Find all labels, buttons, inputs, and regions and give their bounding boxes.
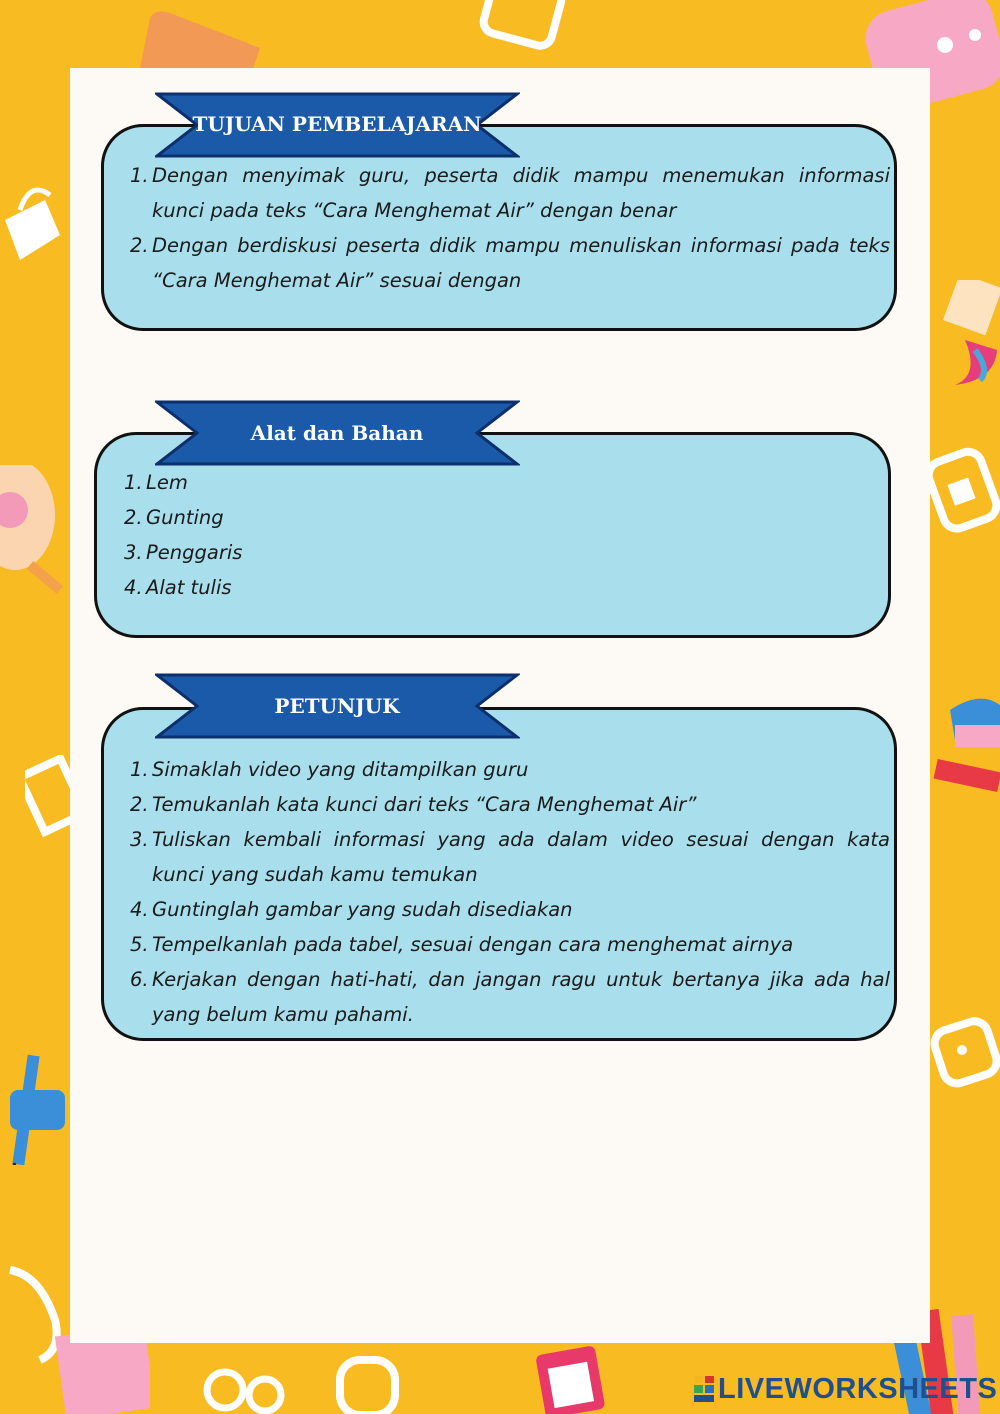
alat-list xyxy=(124,465,846,605)
petunjuk-title: PETUNJUK xyxy=(274,694,400,718)
item-text: Kerjakan dengan hati-hati, dan jangan ragu untuk bertanya jika ada hal yang belum kamu pahami. xyxy=(152,968,890,1026)
list-item xyxy=(130,787,890,822)
item-number: 5. xyxy=(130,933,149,956)
brand-label: LIVEWORKSHEETS xyxy=(718,1372,998,1405)
liveworksheets-logo-icon xyxy=(694,1376,714,1402)
item-text: Temukanlah kata kunci dari teks “Cara Menghemat Air” xyxy=(152,793,697,816)
tujuan-list xyxy=(130,158,890,298)
pencil-holder-icon xyxy=(0,1035,70,1165)
list-item xyxy=(124,570,846,605)
item-text: Dengan berdiskusi peserta didik mampu menuliskan informasi pada teks “Cara Menghemat Air” sesuai dengan xyxy=(152,234,890,292)
list-item xyxy=(130,892,890,927)
list-item xyxy=(130,962,890,1032)
list-item xyxy=(124,535,846,570)
list-item xyxy=(130,927,890,962)
item-text: Alat tulis xyxy=(146,576,232,599)
item-number: 1. xyxy=(124,471,143,494)
item-number: 1. xyxy=(130,164,149,187)
item-number: 2. xyxy=(124,506,143,529)
item-number: 3. xyxy=(124,541,143,564)
item-text: Tempelkanlah pada tabel, sesuai dengan cara menghemat airnya xyxy=(152,933,794,956)
item-number: 4. xyxy=(130,898,149,921)
sharpener-icon xyxy=(925,445,1000,535)
clip-icon xyxy=(330,1350,410,1414)
item-text: Penggaris xyxy=(146,541,243,564)
item-number: 6. xyxy=(130,968,149,991)
item-text: Lem xyxy=(146,471,188,494)
cat-eraser-icon xyxy=(930,1010,1000,1090)
item-text: Dengan menyimak guru, peserta didik mampu menemukan informasi kunci pada teks “Cara Menghemat Air” dengan benar xyxy=(152,164,890,222)
eraser-icon xyxy=(475,0,565,50)
liveworksheets-link[interactable] xyxy=(694,1372,997,1406)
item-number: 1. xyxy=(130,758,149,781)
tujuan-title: TUJUAN PEMBELAJARAN xyxy=(192,112,482,136)
item-number: 2. xyxy=(130,793,149,816)
list-item xyxy=(130,228,890,298)
item-text: Tuliskan kembali informasi yang ada dalam video sesuai dengan kata kunci yang sudah kamu temukan xyxy=(152,828,890,886)
item-number: 2. xyxy=(130,234,149,257)
scissors-icon xyxy=(200,1345,290,1414)
petunjuk-list xyxy=(130,752,890,1032)
paintbrush-icon xyxy=(935,280,1000,390)
calendar-icon xyxy=(530,1340,610,1414)
list-item xyxy=(130,822,890,892)
list-item xyxy=(130,752,890,787)
item-text: Gunting xyxy=(146,506,224,529)
glue-bottle-icon xyxy=(0,465,70,600)
alat-title: Alat dan Bahan xyxy=(250,421,424,445)
list-item xyxy=(124,500,846,535)
list-item xyxy=(130,158,890,228)
list-item xyxy=(124,465,846,500)
item-number: 4. xyxy=(124,576,143,599)
binder-clip-icon xyxy=(0,180,70,270)
item-number: 3. xyxy=(130,828,149,851)
item-text: Simaklah video yang ditampilkan guru xyxy=(152,758,529,781)
stapler-icon xyxy=(930,690,1000,820)
item-text: Guntinglah gambar yang sudah disediakan xyxy=(152,898,573,921)
